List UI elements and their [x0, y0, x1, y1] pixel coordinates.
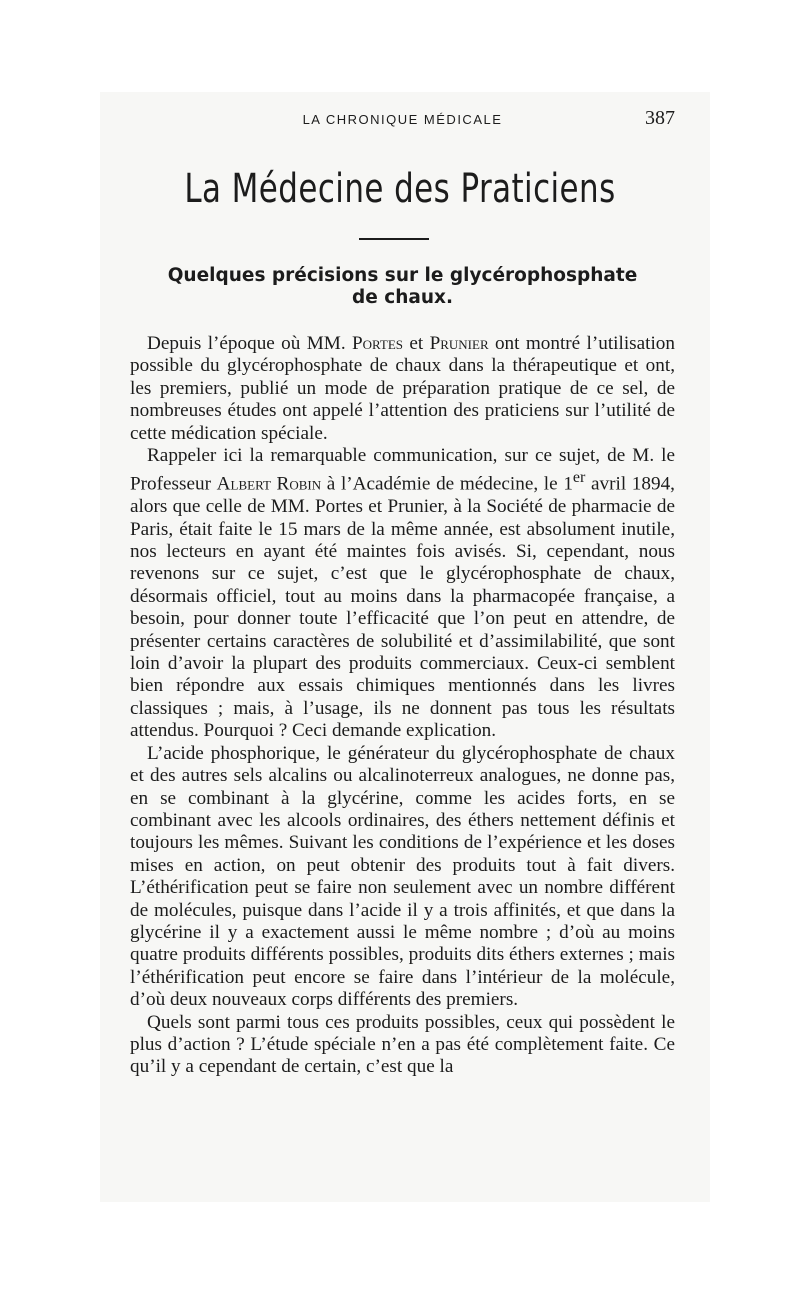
paragraph-2: [130, 445, 675, 743]
subtitle-line-2: de chaux.: [352, 287, 453, 308]
date-ordinal: er: [572, 469, 586, 487]
paragraph-2-text-b: à l’Académie de médecine, le: [321, 473, 564, 495]
page-number: 387: [645, 107, 675, 129]
author-name-albert-robin: Albert Robin: [216, 473, 322, 495]
paragraph-3: L’acide phosphorique, le générateur du glycérophosphate de chaux et des autres sels alcalins ou alcalinoterreux analogues, ne donne pas, en se combinant à la glycérine, comme les acides forts, en se combinant avec les alcools ordinaires, des éthers nettement définis et toujours les mêmes. Suivant les conditions de l’expérience et les doses mises en action, on peut obtenir des produits tout à fait divers. L’éthérification peut se faire non seulement avec un nombre différent de molécules, puisque dans l’acide il y a trois affinités, et que dans la glycérine il y a exactement aussi le même nombre ; d’où au moins quatre produits différents possibles, produits dits éthers externes ; mais l’éthérification peut encore se faire dans l’intérieur de la molécule, d’où deux nouveaux corps différents des premiers.: [130, 742, 675, 1011]
running-head: [130, 108, 675, 132]
running-title: LA CHRONIQUE MÉDICALE: [302, 112, 503, 127]
paragraph-1-text-a: Depuis l’époque où MM.: [147, 333, 352, 354]
author-name-portes: Portes: [351, 333, 404, 354]
paragraph-1-text-b: et: [403, 333, 430, 354]
author-name-prunier: Prunier: [429, 333, 489, 354]
paragraph-2-text-a: Rappeler ici la remarquable communication, sur ce sujet, de M. le Professeur: [130, 445, 675, 495]
article-title: La Médecine des Praticiens: [184, 166, 616, 212]
title-rule: [359, 238, 429, 240]
paragraph-2-text-c: avril 1894, alors que celle de MM. Portes et Prunier, à la Société de pharmacie de Paris, était faite le 15 mars de la même année, est absolument inutile, nos lecteurs en ayant été maintes fois avisés. Si, cependant, nous revenons sur ce sujet, c’est que le glycérophosphate de chaux, désormais officiel, tout au moins dans la pharmacopée française, a besoin, pour donner toute l’efficacité que l’on peut en attendre, de présenter certains caractères de solubilité et d’assimilabilité, que sont loin d’avoir la plupart des produits commerciaux. Ceux-ci semblent bien répondre aux essais chimiques mentionnés dans les livres classiques ; mais, à l’usage, ils ne donnent pas tous les résultats attendus. Pourquoi ? Ceci demande explication.: [130, 473, 675, 742]
paragraph-1-text-c: ont montré l’utilisation possible du glycérophosphate de chaux dans la thérapeutique et ont, les premiers, publié un mode de préparation pratique de ce sel, de nombreuses études ont appelé l’attention des praticiens sur l’utilité de cette médication spéciale.: [130, 333, 675, 444]
paragraph-1: [130, 333, 675, 445]
article-subtitle: [130, 265, 675, 309]
subtitle-line-1: Quelques précisions sur le glycérophosphate: [167, 265, 638, 286]
article-body: [130, 333, 675, 1079]
date-day: 1: [563, 473, 573, 495]
paragraph-4: Quels sont parmi tous ces produits possibles, ceux qui possèdent le plus d’action ? L’étude spéciale n’en a pas été complètement faite. Ce qu’il y a cependant de certain, c’est que la: [130, 1011, 675, 1078]
